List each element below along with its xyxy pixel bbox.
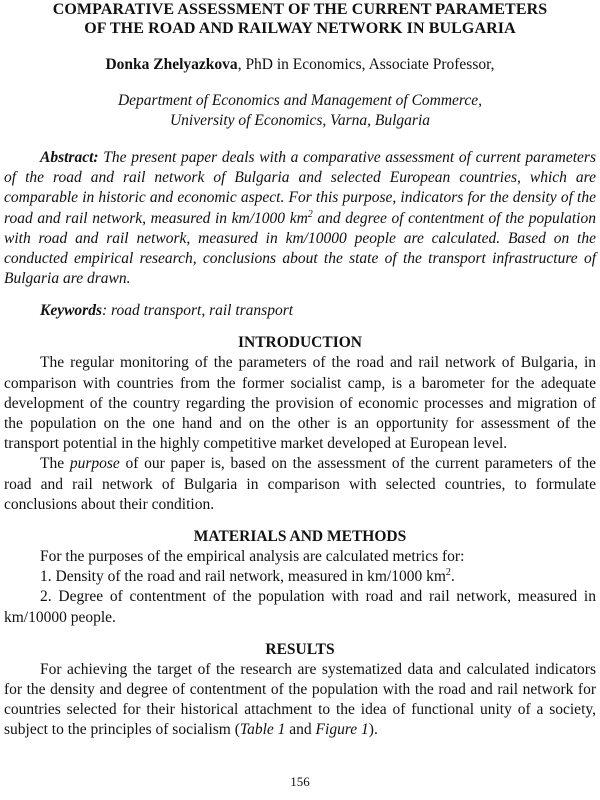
results-heading: RESULTS xyxy=(265,640,335,658)
abstract-superscript: 2 xyxy=(307,208,313,220)
introduction-heading: INTRODUCTION xyxy=(237,334,362,352)
abstract-text-part-1: The present paper deals with a comparative assessment of current parameters of the road and rail network of Bulgaria and selected European countries, which are comparable in historic and economic aspect. For this purpose, indicators for the density of the road and rail network, measured in km/1000 km xyxy=(4,149,596,227)
results-table-ref: Table 1 xyxy=(239,721,286,739)
paper-title xyxy=(4,0,596,38)
results-paragraph-1 xyxy=(4,660,596,741)
affiliation xyxy=(4,91,596,131)
methods-item-1-superscript: 2 xyxy=(445,567,451,579)
title-line-1: COMPARATIVE ASSESSMENT OF THE CURRENT PARAMETERS xyxy=(52,1,548,18)
introduction-paragraph-1: The regular monitoring of the parameters of the road and rail network of Bulgaria, in comparison with countries from the former socialist camp, is a barometer for the adequate development of the country regarding the provision of economic processes and migration of the population on the one hand and on the other is an opportunity for assessment of the transport potential in the highly competitive market developed at European level. xyxy=(4,354,596,453)
keywords-label: Keywords xyxy=(40,302,102,320)
abstract xyxy=(4,148,596,289)
keywords-text: : road transport, rail transport xyxy=(102,302,294,320)
abstract-text-part-2: and degree of contentment of the population with road and rail network, measured in km/10000 people are calculated. Based on the conducted empirical research, conclusions about the state of the transport infrastructure of Bulgaria are drawn. xyxy=(4,209,596,288)
results-and: and xyxy=(285,721,316,739)
results-figure-ref: Figure 1 xyxy=(315,721,369,739)
introduction-p2-purpose: purpose xyxy=(69,455,120,473)
introduction-paragraph-2 xyxy=(4,454,596,515)
title-line-2: OF THE ROAD AND RAILWAY NETWORK IN BULGARIA xyxy=(84,20,516,37)
introduction-p2-start: The xyxy=(40,455,70,473)
affiliation-line-2: University of Economics, Varna, Bulgaria xyxy=(169,112,431,129)
methods-item-2: 2. Degree of contentment of the population with road and rail network, measured in km/10000 people. xyxy=(4,588,596,626)
methods-intro: For the purposes of the empirical analysis are calculated metrics for: xyxy=(40,548,465,566)
methods-item-1-end: . xyxy=(450,568,455,586)
methods-item-1 xyxy=(4,567,596,587)
methods-item-1-text: 1. Density of the road and rail network, measured in km/1000 km xyxy=(40,568,446,586)
results-p1-end: ). xyxy=(368,721,378,739)
keywords xyxy=(4,301,596,321)
affiliation-line-1: Department of Economics and Management of Commerce, xyxy=(117,92,483,109)
abstract-label: Abstract: xyxy=(40,149,99,166)
author-line xyxy=(4,55,596,75)
author-name: Donka Zhelyazkova xyxy=(105,56,238,73)
introduction-p2-end: of our paper is, based on the assessment of the current parameters of the road and rail network of Bulgaria in comparison with selected countries, to formulate conclusions about their condition. xyxy=(4,455,596,513)
author-credentials: , PhD in Economics, Associate Professor, xyxy=(237,56,495,73)
results-p1-text: For achieving the target of the research are systematized data and calculated indicators for the density and degree of contentment of the population with the road and rail network for countries selected for their historical attachment to the idea of functional unity of a society, subject to the principles of socialism ( xyxy=(4,660,596,739)
page-number: 156 xyxy=(290,774,310,789)
methods-heading: MATERIALS AND METHODS xyxy=(193,528,407,546)
